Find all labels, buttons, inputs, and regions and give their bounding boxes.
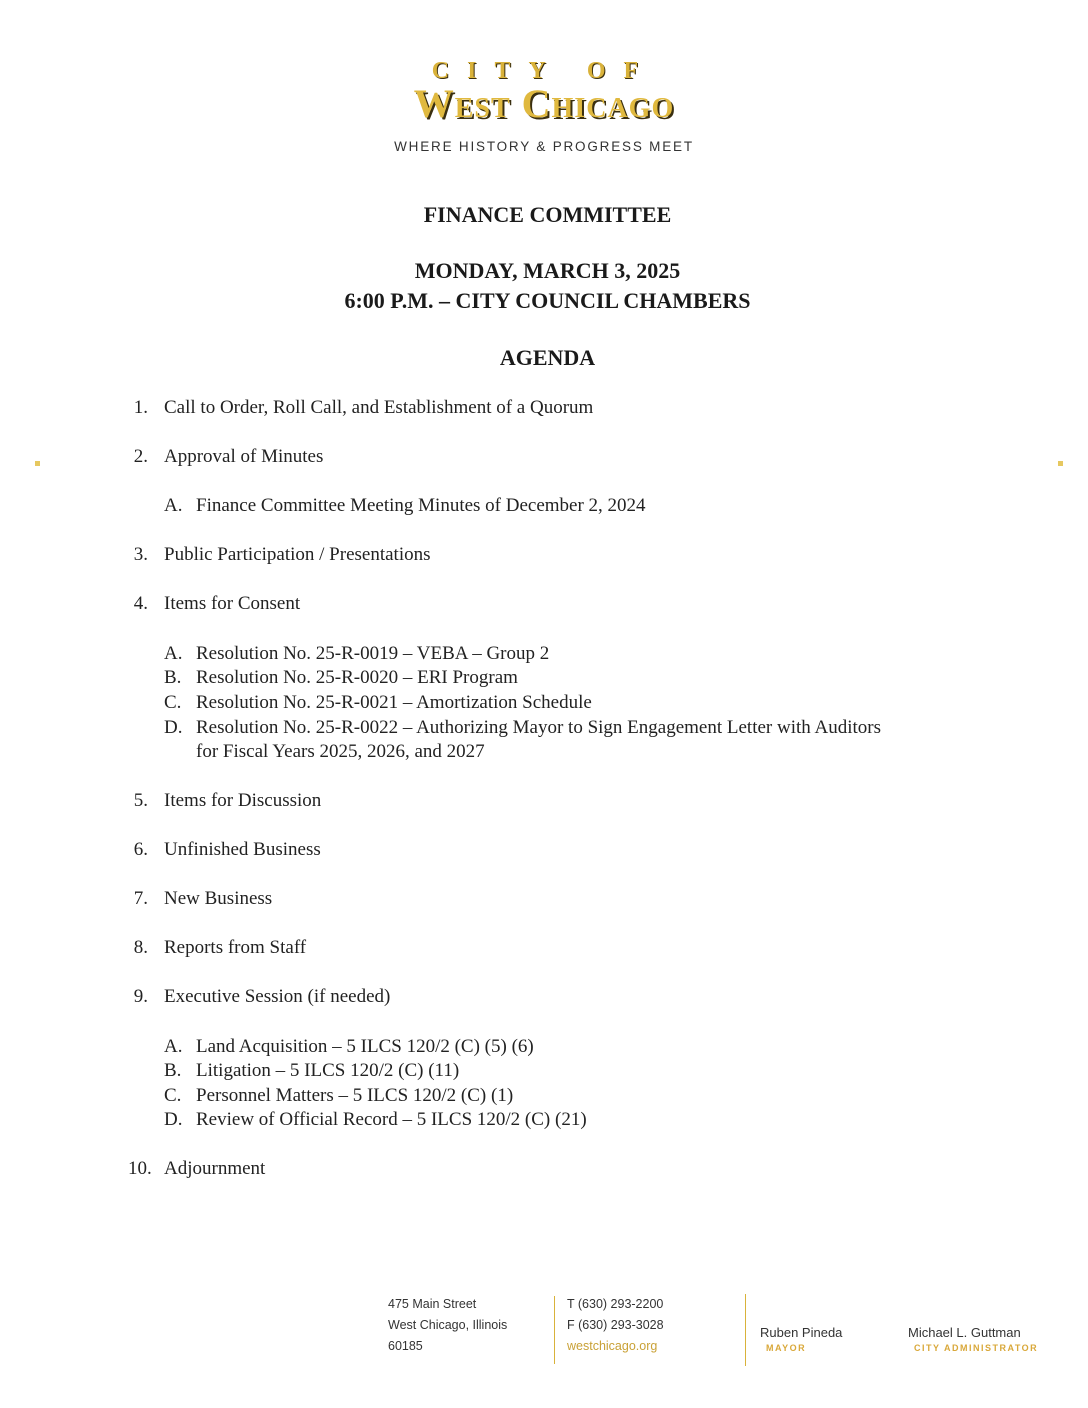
address-line: 60185 [388, 1339, 423, 1353]
agenda-item-text: Executive Session (if needed) [164, 986, 391, 1007]
agenda-item-number: 4. [133, 593, 148, 614]
committee-heading: FINANCE COMMITTEE [423, 202, 672, 227]
agenda-item-text: Reports from Staff [164, 937, 307, 958]
footer-divider [554, 1296, 555, 1364]
agenda-subitem-letter: A. [164, 495, 183, 516]
agenda-subitem-letter: D. [164, 1109, 183, 1130]
agenda-item-text: Items for Consent [164, 593, 301, 614]
logo-city-of: CITY OF [431, 58, 657, 84]
margin-mark-left [35, 461, 40, 466]
phone-number: T (630) 293-2200 [567, 1297, 664, 1311]
mayor-name: Ruben Pineda [760, 1325, 843, 1340]
agenda-item-number: 7. [133, 888, 148, 909]
agenda-subitem-letter: B. [164, 1060, 182, 1081]
agenda-item-text: Unfinished Business [164, 839, 321, 860]
agenda-item-text: Approval of Minutes [164, 446, 324, 467]
address-line: 475 Main Street [388, 1297, 477, 1311]
agenda-item-text: Adjournment [164, 1158, 266, 1179]
address-line: West Chicago, Illinois [388, 1318, 508, 1332]
agenda-subitem-text: Resolution No. 25-R-0022 – Authorizing Mayor to Sign Engagement Letter with Auditors [196, 717, 881, 738]
mayor-title: MAYOR [766, 1343, 807, 1353]
agenda-item-number: 6. [133, 839, 148, 860]
agenda-subitem-text: Finance Committee Meeting Minutes of December 2, 2024 [196, 495, 646, 516]
agenda-subitem-letter: A. [164, 643, 183, 664]
agenda-item-number: 8. [133, 937, 148, 958]
agenda-subitem-text: Review of Official Record – 5 ILCS 120/2 (C) (21) [196, 1109, 587, 1130]
agenda-item-number: 3. [133, 544, 148, 565]
meeting-date: MONDAY, MARCH 3, 2025 [414, 258, 681, 283]
footer-address [388, 1294, 507, 1357]
agenda-subitem-text: for Fiscal Years 2025, 2026, and 2027 [196, 741, 485, 762]
agenda-subitem-text: Resolution No. 25-R-0019 – VEBA – Group 2 [196, 643, 550, 664]
agenda-subitem-text: Litigation – 5 ILCS 120/2 (C) (11) [196, 1060, 460, 1081]
agenda-subitem-text: Land Acquisition – 5 ILCS 120/2 (C) (5) (6) [196, 1036, 534, 1057]
agenda-title: AGENDA [499, 345, 596, 370]
website-link[interactable]: westchicago.org [567, 1339, 658, 1353]
agenda-subitem-text: Resolution No. 25-R-0020 – ERI Program [196, 667, 518, 688]
administrator-title: CITY ADMINISTRATOR [914, 1343, 1039, 1353]
agenda-subitem-letter: B. [164, 667, 182, 688]
logo-tagline: WHERE HISTORY & PROGRESS MEET [394, 139, 694, 154]
logo-city-name: West Chicago [413, 81, 675, 126]
agenda-item-number: 9. [133, 986, 148, 1007]
agenda-item-text: Public Participation / Presentations [164, 544, 431, 565]
agenda-item-text: New Business [164, 888, 273, 909]
footer-contact [567, 1294, 664, 1357]
administrator-name: Michael L. Guttman [908, 1325, 1021, 1340]
fax-number: F (630) 293-3028 [567, 1318, 664, 1332]
agenda-item-number: 10. [128, 1158, 152, 1179]
margin-mark-right [1058, 461, 1063, 466]
agenda-subitem-letter: C. [164, 1085, 182, 1106]
agenda-subitem-text: Resolution No. 25-R-0021 – Amortization Schedule [196, 692, 592, 713]
agenda-item-number: 5. [133, 790, 148, 811]
meeting-time-place: 6:00 P.M. – CITY COUNCIL CHAMBERS [344, 288, 751, 313]
agenda-item-number: 1. [133, 397, 148, 418]
agenda-subitem-letter: C. [164, 692, 182, 713]
agenda-item-number: 2. [133, 446, 148, 467]
agenda-subitem-text: Personnel Matters – 5 ILCS 120/2 (C) (1) [196, 1085, 514, 1106]
agenda-item-text: Items for Discussion [164, 790, 322, 811]
footer-divider [745, 1294, 746, 1366]
agenda-item-text: Call to Order, Roll Call, and Establishment of a Quorum [164, 397, 594, 418]
agenda-subitem-letter: D. [164, 717, 183, 738]
agenda-subitem-letter: A. [164, 1036, 183, 1057]
